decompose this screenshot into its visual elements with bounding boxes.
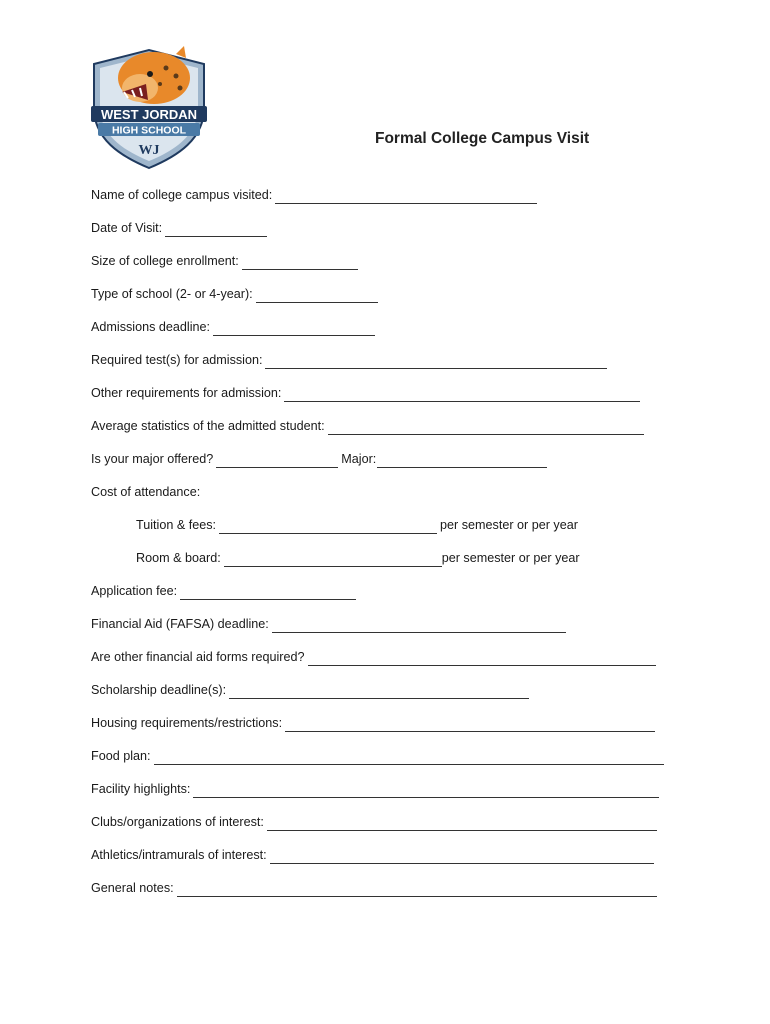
field-label: Date of Visit: bbox=[91, 221, 163, 235]
field-label: Admissions deadline: bbox=[91, 320, 211, 334]
other-aid-forms-blank[interactable] bbox=[308, 651, 656, 666]
field-label: Housing requirements/restrictions: bbox=[91, 716, 283, 730]
field-required-tests bbox=[91, 351, 610, 369]
field-label: Average statistics of the admitted student: bbox=[91, 419, 325, 433]
field-suffix: per semester or per year bbox=[440, 518, 578, 532]
field-fafsa-deadline bbox=[91, 615, 569, 633]
field-scholarship-deadlines bbox=[91, 681, 532, 699]
field-label: Financial Aid (FAFSA) deadline: bbox=[91, 617, 269, 631]
admissions-deadline-blank[interactable] bbox=[213, 321, 375, 336]
field-label: Other requirements for admission: bbox=[91, 386, 282, 400]
logo-school-line1: WEST JORDAN bbox=[100, 107, 198, 122]
field-major-offered bbox=[91, 450, 550, 468]
visit-date-blank[interactable] bbox=[165, 222, 267, 237]
field-label: Are other financial aid forms required? bbox=[91, 650, 305, 664]
field-other-requirements bbox=[91, 384, 643, 402]
field-label: Tuition & fees: bbox=[136, 518, 217, 532]
field-application-fee bbox=[91, 582, 359, 600]
field-label: Food plan: bbox=[91, 749, 151, 763]
field-room-board bbox=[136, 549, 580, 567]
field-label: Type of school (2- or 4-year): bbox=[91, 287, 253, 301]
scholarship-deadlines-blank[interactable] bbox=[229, 684, 529, 699]
field-label: Size of college enrollment: bbox=[91, 254, 239, 268]
food-plan-blank[interactable] bbox=[154, 750, 664, 765]
average-stats-blank[interactable] bbox=[328, 420, 644, 435]
field-admissions-deadline bbox=[91, 318, 378, 336]
field-label: Room & board: bbox=[136, 551, 221, 565]
field-facility-highlights bbox=[91, 780, 662, 798]
field-label: General notes: bbox=[91, 881, 174, 895]
facility-highlights-blank[interactable] bbox=[193, 783, 659, 798]
field-label: Athletics/intramurals of interest: bbox=[91, 848, 267, 862]
field-cost-of-attendance bbox=[91, 483, 200, 501]
field-label: Clubs/organizations of interest: bbox=[91, 815, 264, 829]
field-enrollment bbox=[91, 252, 361, 270]
field-other-aid-forms bbox=[91, 648, 659, 666]
application-fee-blank[interactable] bbox=[180, 585, 356, 600]
logo-school-line2: HIGH SCHOOL bbox=[111, 124, 187, 137]
school-type-blank[interactable] bbox=[256, 288, 378, 303]
field-label: Required test(s) for admission: bbox=[91, 353, 263, 367]
college-name-blank[interactable] bbox=[275, 189, 537, 204]
enrollment-blank[interactable] bbox=[242, 255, 358, 270]
field-label: Scholarship deadline(s): bbox=[91, 683, 227, 697]
other-requirements-blank[interactable] bbox=[284, 387, 640, 402]
field-housing bbox=[91, 714, 658, 732]
field-suffix: per semester or per year bbox=[441, 551, 580, 565]
tuition-blank[interactable] bbox=[219, 519, 437, 534]
clubs-blank[interactable] bbox=[267, 816, 657, 831]
athletics-blank[interactable] bbox=[270, 849, 654, 864]
fafsa-deadline-blank[interactable] bbox=[272, 618, 566, 633]
field-clubs bbox=[91, 813, 660, 831]
field-athletics bbox=[91, 846, 657, 864]
field-average-stats bbox=[91, 417, 647, 435]
housing-blank[interactable] bbox=[285, 717, 655, 732]
field-college-name bbox=[91, 186, 540, 204]
field-visit-date bbox=[91, 219, 270, 237]
general-notes-blank[interactable] bbox=[177, 882, 657, 897]
field-label-major: Major: bbox=[341, 452, 377, 466]
field-label: Name of college campus visited: bbox=[91, 188, 273, 202]
major-blank[interactable] bbox=[377, 453, 547, 468]
field-food-plan bbox=[91, 747, 667, 765]
section-label: Cost of attendance: bbox=[91, 485, 201, 499]
field-label: Application fee: bbox=[91, 584, 178, 598]
logo-monogram: WJ bbox=[138, 143, 160, 158]
field-general-notes bbox=[91, 879, 660, 897]
room-board-blank[interactable] bbox=[224, 552, 442, 567]
field-school-type bbox=[91, 285, 381, 303]
required-tests-blank[interactable] bbox=[265, 354, 607, 369]
field-tuition bbox=[136, 516, 578, 534]
page-title: Formal College Campus Visit bbox=[375, 130, 590, 147]
field-label: Is your major offered? bbox=[91, 452, 214, 466]
field-label: Facility highlights: bbox=[91, 782, 191, 796]
major-offered-blank[interactable] bbox=[216, 453, 338, 468]
